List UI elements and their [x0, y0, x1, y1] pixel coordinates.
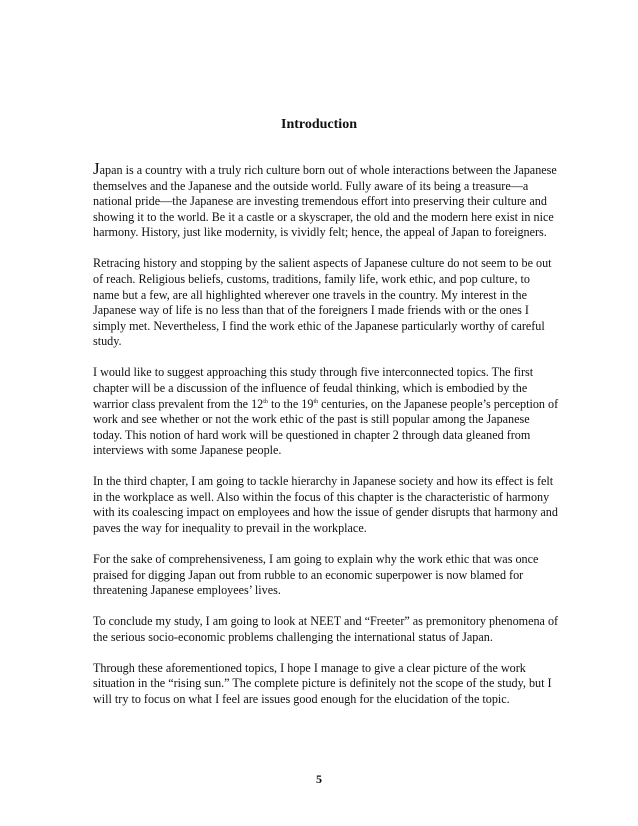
page-number: 5: [316, 772, 322, 786]
paragraph-5: For the sake of comprehensiveness, I am going to explain why the work ethic that was once praised for digging Japan out from rubble to an economic superpower is now blamed for threatening Japanese employees’ lives.: [93, 552, 539, 598]
paragraph-3-part-2: to the 19: [267, 396, 314, 411]
paragraph-3: [93, 365, 559, 459]
paragraph-3-part-1: I would like to suggest approaching this study through five interconnected topics. The first chapter will be a discussion of the influence of feudal thinking, which is embodied by the warrior class prevalent from the 12: [93, 365, 534, 411]
paragraph-6: To conclude my study, I am going to look at NEET and “Freeter” as premonitory phenomena of the serious socio-economic problems challenging the international status of Japan.: [93, 614, 559, 644]
page-title: Introduction: [281, 117, 357, 132]
superscript-th-1: th: [263, 398, 268, 405]
paragraph-1: [93, 159, 559, 241]
paragraph-3-part-3: centuries, on the Japanese people’s perception of work and see whether or not the work ethic of the past is still popular among the Japanese today. This notion of hard work will be questioned in chapter 2 through data gleaned from interviews with some Japanese people.: [93, 396, 559, 458]
paragraph-2: Retracing history and stopping by the salient aspects of Japanese culture do not seem to be out of reach. Religious beliefs, customs, traditions, family life, work ethic, and pop culture, to name but a few, are all highlighted wherever one travels in the country. My interest in the Japanese way of life is no less than that of the foreigners I made friends with or the ones I simply met. Nevertheless, I find the work ethic of the Japanese particularly worthy of careful study.: [93, 256, 552, 349]
drop-cap: J: [93, 159, 100, 178]
paragraph-1-text: apan is a country with a truly rich culture born out of whole interactions between the Japanese themselves and the Japanese and the outside world. Fully aware of its being a treasure—a national pride—the Japanese are investing tremendous effort into preserving their culture and showing it to the world. Be it a castle or a skyscraper, the old and the modern here exist in nice harmony. History, just like modernity, is vividly felt; hence, the appeal of Japan to foreigners.: [93, 163, 557, 240]
paragraph-4: In the third chapter, I am going to tackle hierarchy in Japanese society and how its effect is felt in the workplace as well. Also within the focus of this chapter is the characteristic of harmony with its coalescing impact on employees and how the issue of gender disrupts that harmony and paves the way for inequality to prevail in the workplace.: [93, 474, 558, 536]
paragraph-7: Through these aforementioned topics, I hope I manage to give a clear picture of the work situation in the “rising sun.” The complete picture is definitely not the scope of the study, but I will try to focus on what I feel are issues good enough for the elucidation of the topic.: [93, 660, 552, 706]
superscript-th-2: th: [313, 398, 319, 405]
document-body: [93, 159, 559, 723]
